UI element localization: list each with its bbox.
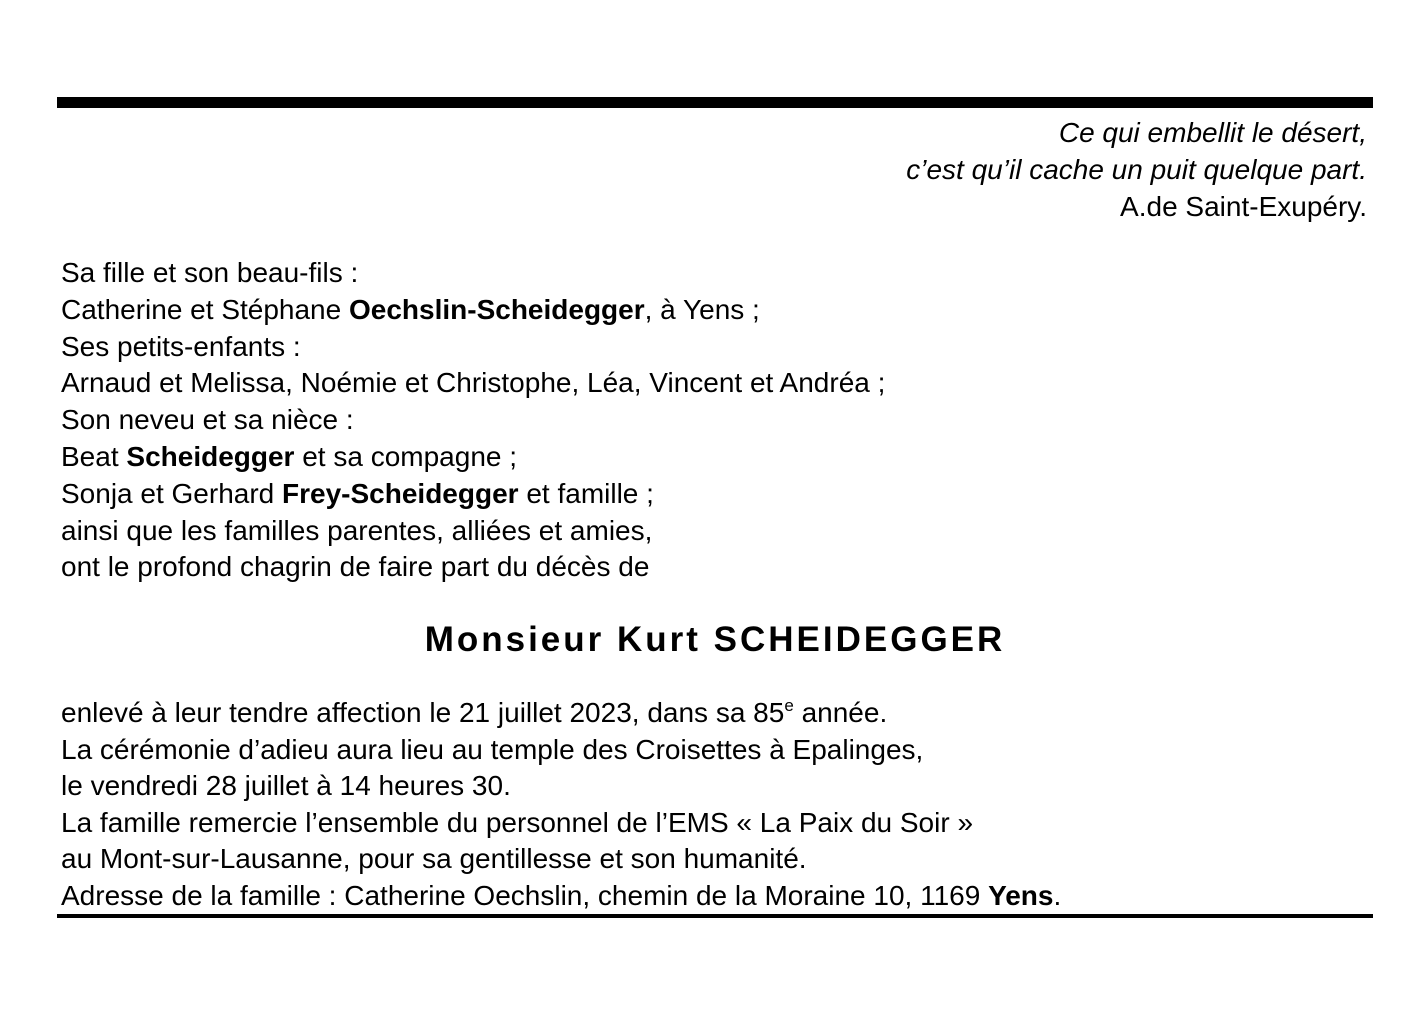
details-line-1-post: année. <box>793 697 888 728</box>
funeral-details <box>61 695 1061 915</box>
details-line-1-pre: enlevé à leur tendre affection le 21 juillet 2023, dans sa 85 <box>61 697 785 728</box>
bottom-border-rule <box>57 914 1373 918</box>
deceased-name: Monsieur Kurt SCHEIDEGGER <box>424 620 1006 659</box>
details-line-3: le vendredi 28 juillet à 14 heures 30. <box>61 770 511 802</box>
family-announcement <box>61 255 885 586</box>
family-line-2-post: , à Yens ; <box>644 293 760 325</box>
family-line-5: Son neveu et sa nièce : <box>61 404 354 436</box>
details-line-6-town: Yens <box>988 879 1054 911</box>
family-line-9: ont le profond chagrin de faire part du décès de <box>61 551 650 583</box>
family-line-4: Arnaud et Melissa, Noémie et Christophe, Léa, Vincent et Andréa ; <box>61 367 886 399</box>
family-line-2 <box>61 292 885 329</box>
family-line-6-surname: Scheidegger <box>126 440 295 472</box>
family-line-6-post: et sa compagne ; <box>294 440 518 472</box>
details-line-1 <box>61 695 1061 732</box>
epigraph-author: A.de Saint-Exupéry. <box>1120 191 1367 222</box>
family-line-7-surname: Frey-Scheidegger <box>282 477 519 509</box>
family-line-6 <box>61 439 885 476</box>
details-line-5: au Mont-sur-Lausanne, pour sa gentillesse et son humanité. <box>61 843 807 875</box>
family-line-2-surname: Oechslin-Scheidegger <box>348 293 645 325</box>
epigraph-line-1: Ce qui embellit le désert, <box>1058 117 1367 148</box>
family-line-7-post: et famille ; <box>518 477 654 509</box>
details-line-2: La cérémonie d’adieu aura lieu au temple des Croisettes à Epalinges, <box>61 733 924 765</box>
family-line-6-pre: Beat <box>61 440 127 472</box>
details-line-6-post: . <box>1053 879 1062 911</box>
family-line-8: ainsi que les familles parentes, alliées et amies, <box>61 514 653 546</box>
family-line-1: Sa fille et son beau-fils : <box>61 257 359 288</box>
epigraph-line-2: c’est qu’il cache un puit quelque part. <box>906 154 1367 185</box>
top-border-rule <box>57 97 1373 108</box>
family-line-2-pre: Catherine et Stéphane <box>61 293 349 325</box>
details-line-4: La famille remercie l’ensemble du personnel de l’EMS « La Paix du Soir » <box>61 806 974 838</box>
details-line-6-pre: Adresse de la famille : Catherine Oechslin, chemin de la Moraine 10, 1169 <box>61 879 989 911</box>
family-line-3: Ses petits-enfants : <box>61 330 301 362</box>
family-line-7-pre: Sonja et Gerhard <box>61 477 283 509</box>
details-line-1-superscript: e <box>784 696 794 715</box>
family-line-7 <box>61 476 885 513</box>
details-line-6 <box>61 878 1061 915</box>
epigraph-quote <box>906 114 1367 225</box>
